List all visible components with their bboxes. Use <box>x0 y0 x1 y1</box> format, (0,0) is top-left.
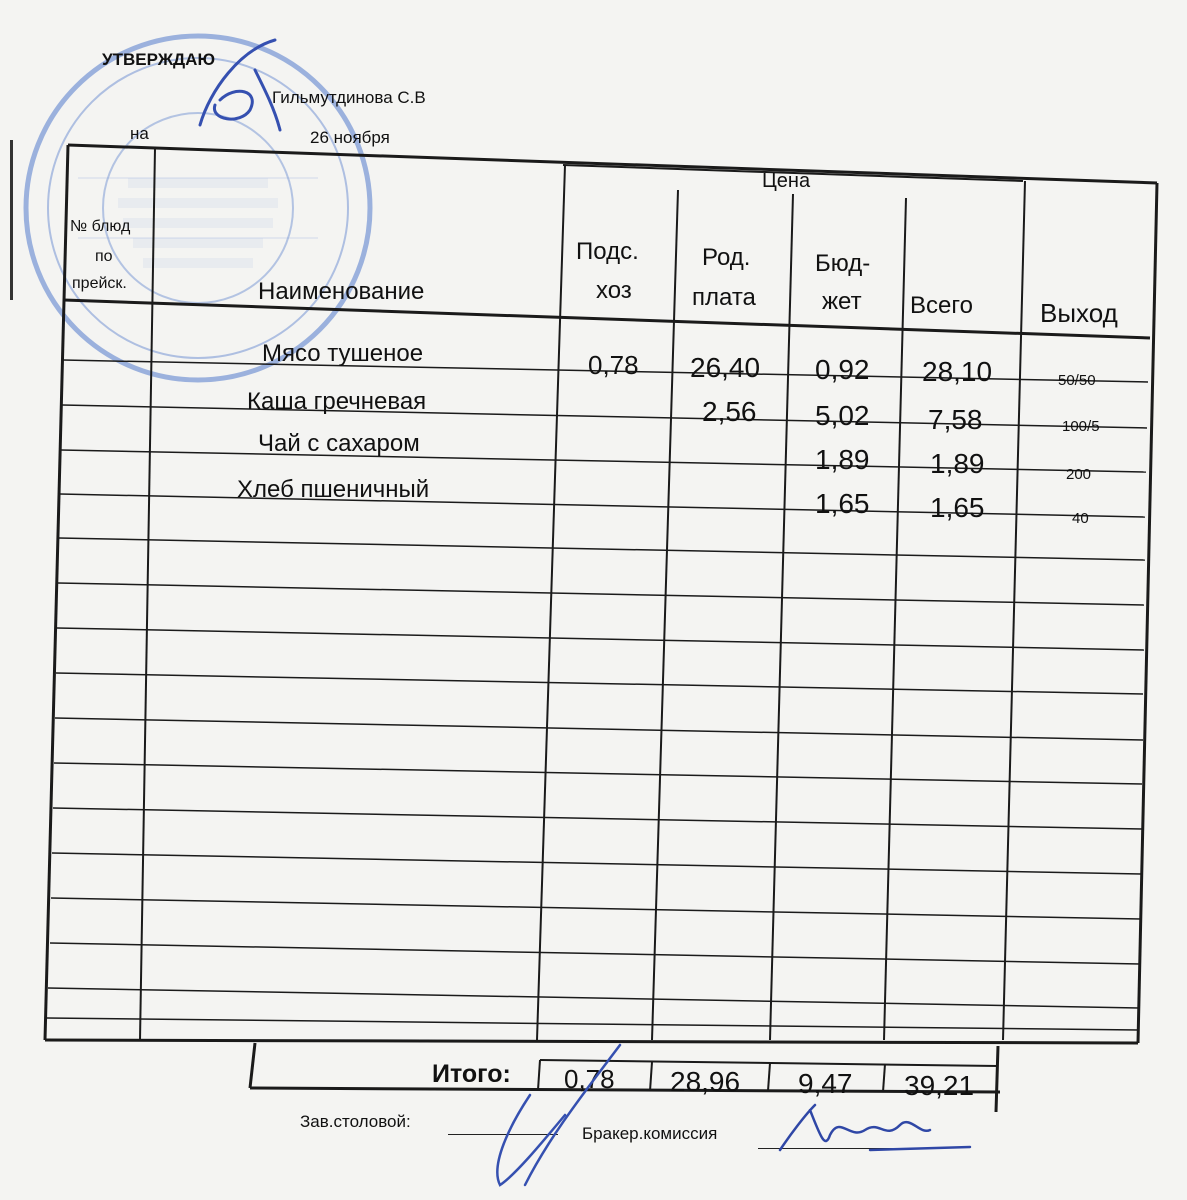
output-value: 200 <box>1066 466 1092 483</box>
col-bud-line2: жет <box>822 288 862 315</box>
price-bud: 1,65 <box>815 488 870 519</box>
price-total: 7,58 <box>928 404 983 435</box>
totals-rod: 28,96 <box>670 1066 741 1097</box>
totals-total: 39,21 <box>904 1070 975 1101</box>
price-pods: 0,78 <box>588 350 639 380</box>
col-output: Выход <box>1040 298 1118 328</box>
approve-title: УТВЕРЖДАЮ <box>102 50 215 69</box>
col-pods-line2: хоз <box>596 277 632 304</box>
manager-label: Зав.столовой: <box>300 1112 411 1131</box>
totals-bud: 9,47 <box>798 1068 853 1099</box>
col-num-line3: прейск. <box>72 275 127 292</box>
col-total: Всего <box>910 292 973 319</box>
price-bud: 1,89 <box>815 444 870 475</box>
manager-signature-line <box>448 1134 558 1135</box>
price-total: 1,89 <box>930 448 985 479</box>
col-num-line2: по <box>95 248 113 265</box>
price-total: 28,10 <box>922 356 993 387</box>
date-on-label: на <box>130 124 149 143</box>
col-num-line1: № блюд <box>70 218 131 235</box>
price-rod: 26,40 <box>690 352 761 383</box>
col-rod-line2: плата <box>692 284 756 311</box>
output-value: 40 <box>1072 510 1089 527</box>
totals-label: Итого: <box>432 1060 511 1088</box>
dish-name: Чай с сахаром <box>258 430 420 457</box>
col-price-group: Цена <box>762 170 811 192</box>
col-bud-line1: Бюд- <box>815 250 871 277</box>
totals-pods: 0,78 <box>564 1064 615 1094</box>
col-rod-line1: Род. <box>702 244 751 271</box>
price-bud: 5,02 <box>815 400 870 431</box>
menu-date: 26 ноября <box>310 128 390 147</box>
col-pods-line1: Подс. <box>576 238 639 265</box>
price-bud: 0,92 <box>815 354 870 385</box>
col-name: Наименование <box>258 278 425 305</box>
output-value: 50/50 <box>1058 372 1096 389</box>
commission-signature-line <box>758 1148 918 1149</box>
dish-name: Хлеб пшеничный <box>237 476 430 503</box>
dish-name: Мясо тушеное <box>262 340 424 367</box>
price-total: 1,65 <box>930 492 985 523</box>
commission-label: Бракер.комиссия <box>582 1124 718 1143</box>
price-rod: 2,56 <box>702 396 757 427</box>
output-value: 100/5 <box>1062 418 1100 435</box>
approver-name: Гильмутдинова С.В <box>272 88 426 107</box>
dish-name: Каша гречневая <box>247 388 427 415</box>
